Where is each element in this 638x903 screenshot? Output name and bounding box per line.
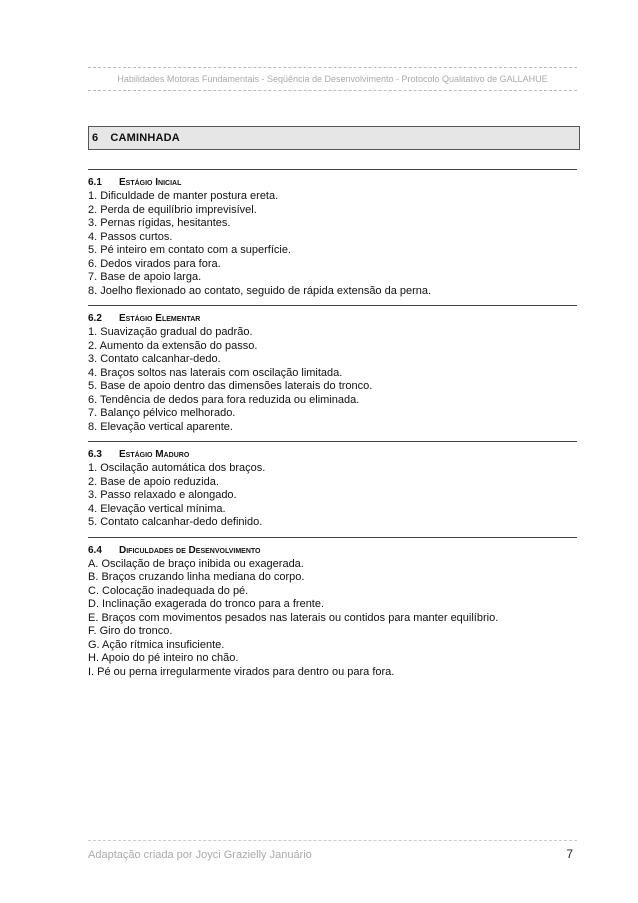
page-header [88,67,577,91]
list-item: 1. Oscilação automática dos braços. [88,462,266,474]
footer-credit: Adaptação criada por Joyci Grazielly Januário [88,849,312,861]
list-item: 2. Base de apoio reduzida. [88,475,219,488]
list-item: 3. Passo relaxado e alongado. [88,489,237,501]
list-item: 1. Suavização gradual do padrão. [88,326,253,338]
list-item: E. Braços com movimentos pesados nas laterais ou contidos para manter equilíbrio. [88,611,499,624]
list-item: 5. Contato calcanhar-dedo definido. [88,516,263,528]
chapter-heading [88,126,580,150]
header-text: Habilidades Motoras Fundamentais - Seqüência de Desenvolvimento - Protocolo Qualitativo de GALLAHUE [117,74,548,84]
item-list [88,326,577,434]
section-title: Estágio Inicial [119,177,182,188]
list-item: 3. Contato calcanhar-dedo. [88,353,221,365]
list-item: 7. Balanço pélvico melhorado. [88,407,236,419]
list-item: 6. Dedos virados para fora. [88,257,221,270]
section-title: Estágio Elementar [119,313,201,324]
list-item: 1. Dificuldade de manter postura ereta. [88,190,279,202]
list-item: B. Braços cruzando linha mediana do corpo. [88,571,305,583]
section-heading [88,175,577,190]
chapter-title: CAMINHADA [110,132,180,144]
list-item: 3. Pernas rígidas, hesitantes. [88,217,231,229]
section-number: 6.3 [88,449,102,460]
section-title: Estágio Maduro [119,449,190,460]
item-list [88,558,577,680]
list-item: 4. Elevação vertical mínima. [88,502,226,515]
page-number: 7 [566,847,573,861]
section-development-difficulties [88,537,577,680]
list-item: 4. Braços soltos nas laterais com oscilação limitada. [88,366,343,379]
section-heading [88,311,577,326]
section-elementary-stage [88,305,577,434]
section-heading [88,543,577,558]
list-item: G. Ação rítmica insuficiente. [88,638,225,651]
chapter-number: 6 [92,132,99,144]
section-number: 6.1 [88,177,102,188]
page-footer [88,840,577,861]
section-heading [88,447,577,462]
section-title: Dificuldades de Desenvolvimento [119,544,261,556]
list-item: C. Colocação inadequada do pé. [88,584,249,597]
section-number: 6.2 [88,313,102,324]
list-item: 2. Perda de equilíbrio imprevisível. [88,203,257,216]
section-initial-stage [88,169,577,298]
list-item: A. Oscilação de braço inibida ou exagerada. [88,557,304,570]
list-item: F. Giro do tronco. [88,625,173,637]
list-item: 6. Tendência de dedos para fora reduzida ou eliminada. [88,393,360,406]
content [88,169,577,686]
list-item: 5. Base de apoio dentro das dimensões laterais do tronco. [88,380,373,392]
section-mature-stage [88,441,577,530]
list-item: D. Inclinação exagerada do tronco para a frente. [88,598,325,610]
list-item: 7. Base de apoio larga. [88,271,202,283]
list-item: 2. Aumento da extensão do passo. [88,339,258,352]
list-item: 4. Passos curtos. [88,230,173,243]
list-item: H. Apoio do pé inteiro no chão. [88,652,239,664]
section-number: 6.4 [88,544,102,556]
item-list [88,190,577,298]
list-item: 5. Pé inteiro em contato com a superfície. [88,244,291,256]
item-list [88,462,577,530]
list-item: 8. Elevação vertical aparente. [88,420,233,433]
list-item: I. Pé ou perna irregularmente virados para dentro ou para fora. [88,665,395,678]
list-item: 8. Joelho flexionado ao contato, seguido de rápida extensão da perna. [88,284,432,297]
